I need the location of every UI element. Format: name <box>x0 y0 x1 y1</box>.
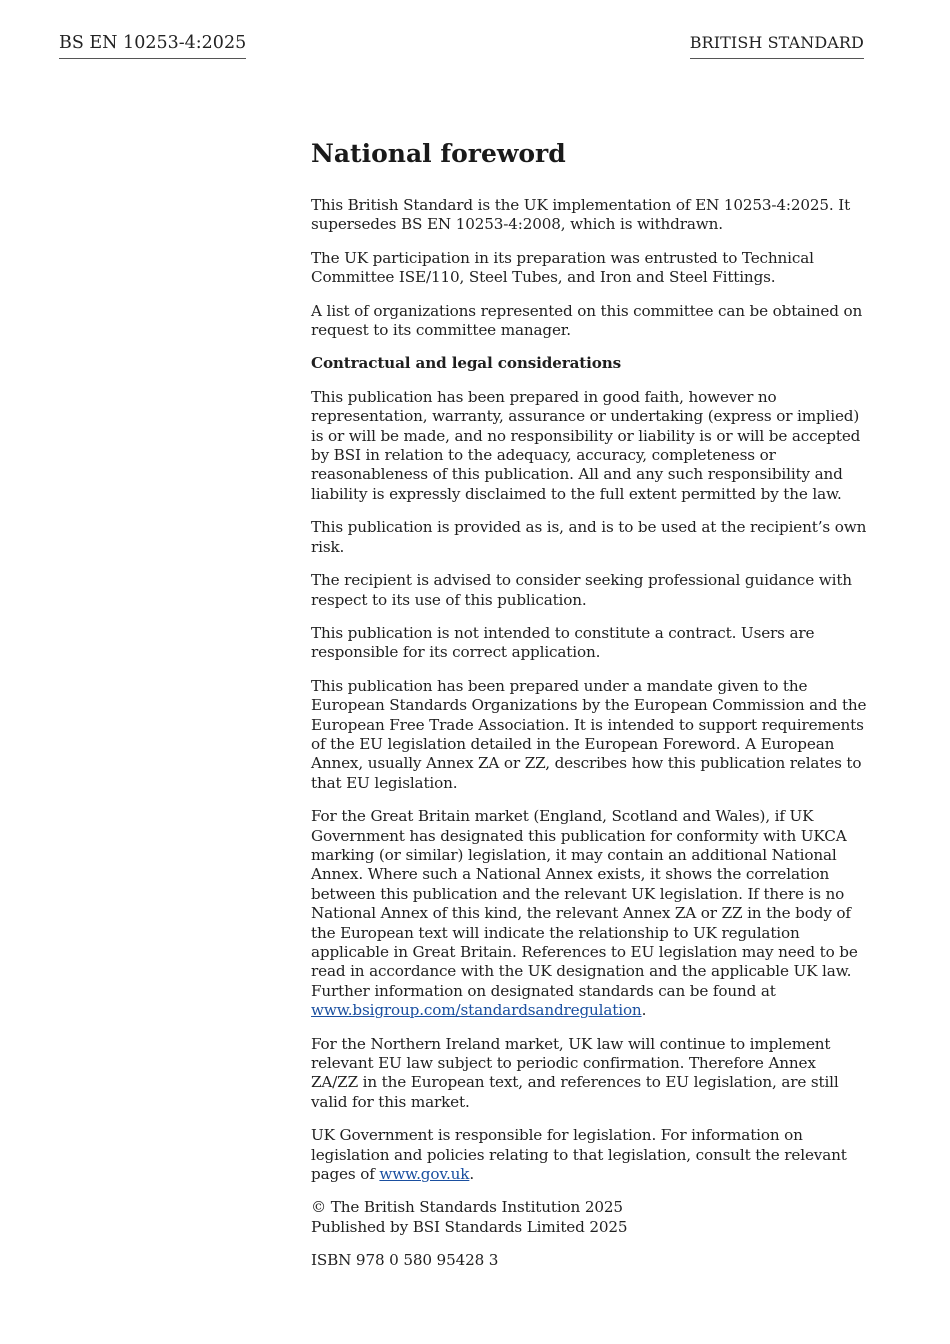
paragraph-implementation: This British Standard is the UK implementation of EN 10253-4:2025. It supersedes BS EN 10253-4:2008, which is withdrawn. <box>311 196 851 234</box>
copyright-line: © The British Standards Institution 2025 <box>311 1198 623 1217</box>
bsigroup-link[interactable]: www.bsigroup.com/standardsandregulation <box>311 1001 642 1020</box>
paragraph-good-faith: This publication has been prepared in good faith, however no representation, warranty, assurance or undertaking (express or implied) is or will be made, and no responsibility or liability is or will be accepted by BSI in relation to the adequacy, accuracy, completeness or reasonableness of this publication. All and any such responsibility and liability is expressly disclaimed to the full extent permitted by the law. <box>311 387 861 503</box>
paragraph-great-britain <box>311 807 867 1020</box>
header-standard-number: BS EN 10253-4:2025 <box>59 33 246 59</box>
gov-uk-link[interactable]: www.gov.uk <box>379 1165 470 1184</box>
copyright-block <box>311 1198 867 1237</box>
isbn: ISBN 978 0 580 95428 3 <box>311 1251 499 1270</box>
paragraph-great-britain-end: . <box>641 1001 647 1020</box>
paragraph-uk-government-end: . <box>469 1165 475 1184</box>
paragraph-own-risk: This publication is provided as is, and is to be used at the recipient’s own risk. <box>311 518 867 556</box>
paragraph-northern-ireland: For the Northern Ireland market, UK law will continue to implement relevant EU law subject to periodic confirmation. Therefore Annex ZA/ZZ in the European text, and references to EU legislation, are still valid for this market. <box>311 1034 839 1111</box>
paragraph-guidance: The recipient is advised to consider seeking professional guidance with respect to its use of this publication. <box>311 571 852 609</box>
page-title: National foreword <box>311 139 566 168</box>
paragraph-uk-government <box>311 1126 867 1184</box>
paragraph-great-britain-text: For the Great Britain market (England, Scotland and Wales), if UK Government has designated this publication for conformity with UKCA marking (or similar) legislation, it may contain an additional National Annex. Where such a National Annex exists, it shows the correlation between this publication and the relevant UK legislation. If there is no National Annex of this kind, the relevant Annex ZA or ZZ in the body of the European text will indicate the relationship to UK regulation applicable in Great Britain. References to EU legislation may need to be read in accordance with the UK designation and the applicable UK law. Further information on designated standards can be found at <box>311 807 858 1000</box>
paragraph-mandate: This publication has been prepared under a mandate given to the European Standards Organizations by the European Commission and the European Free Trade Association. It is intended to support requirements of the EU legislation detailed in the European Foreword. A European Annex, usually Annex ZA or ZZ, describes how this publication relates to that EU legislation. <box>311 676 867 792</box>
foreword-body <box>311 138 867 1285</box>
paragraph-uk-government-text: UK Government is responsible for legislation. For information on legislation and policies relating to that legislation, consult the relevant pages of <box>311 1126 847 1184</box>
publisher-line: Published by BSI Standards Limited 2025 <box>311 1217 628 1236</box>
paragraph-not-contract: This publication is not intended to constitute a contract. Users are responsible for its correct application. <box>311 623 815 662</box>
paragraph-committee: The UK participation in its preparation was entrusted to Technical Committee ISE/110, Steel Tubes, and Iron and Steel Fittings. <box>311 248 814 287</box>
subheading-contractual: Contractual and legal considerations <box>311 354 622 373</box>
header-series-label: BRITISH STANDARD <box>690 33 864 59</box>
paragraph-organizations: A list of organizations represented on this committee can be obtained on request to its committee manager. <box>311 301 863 340</box>
